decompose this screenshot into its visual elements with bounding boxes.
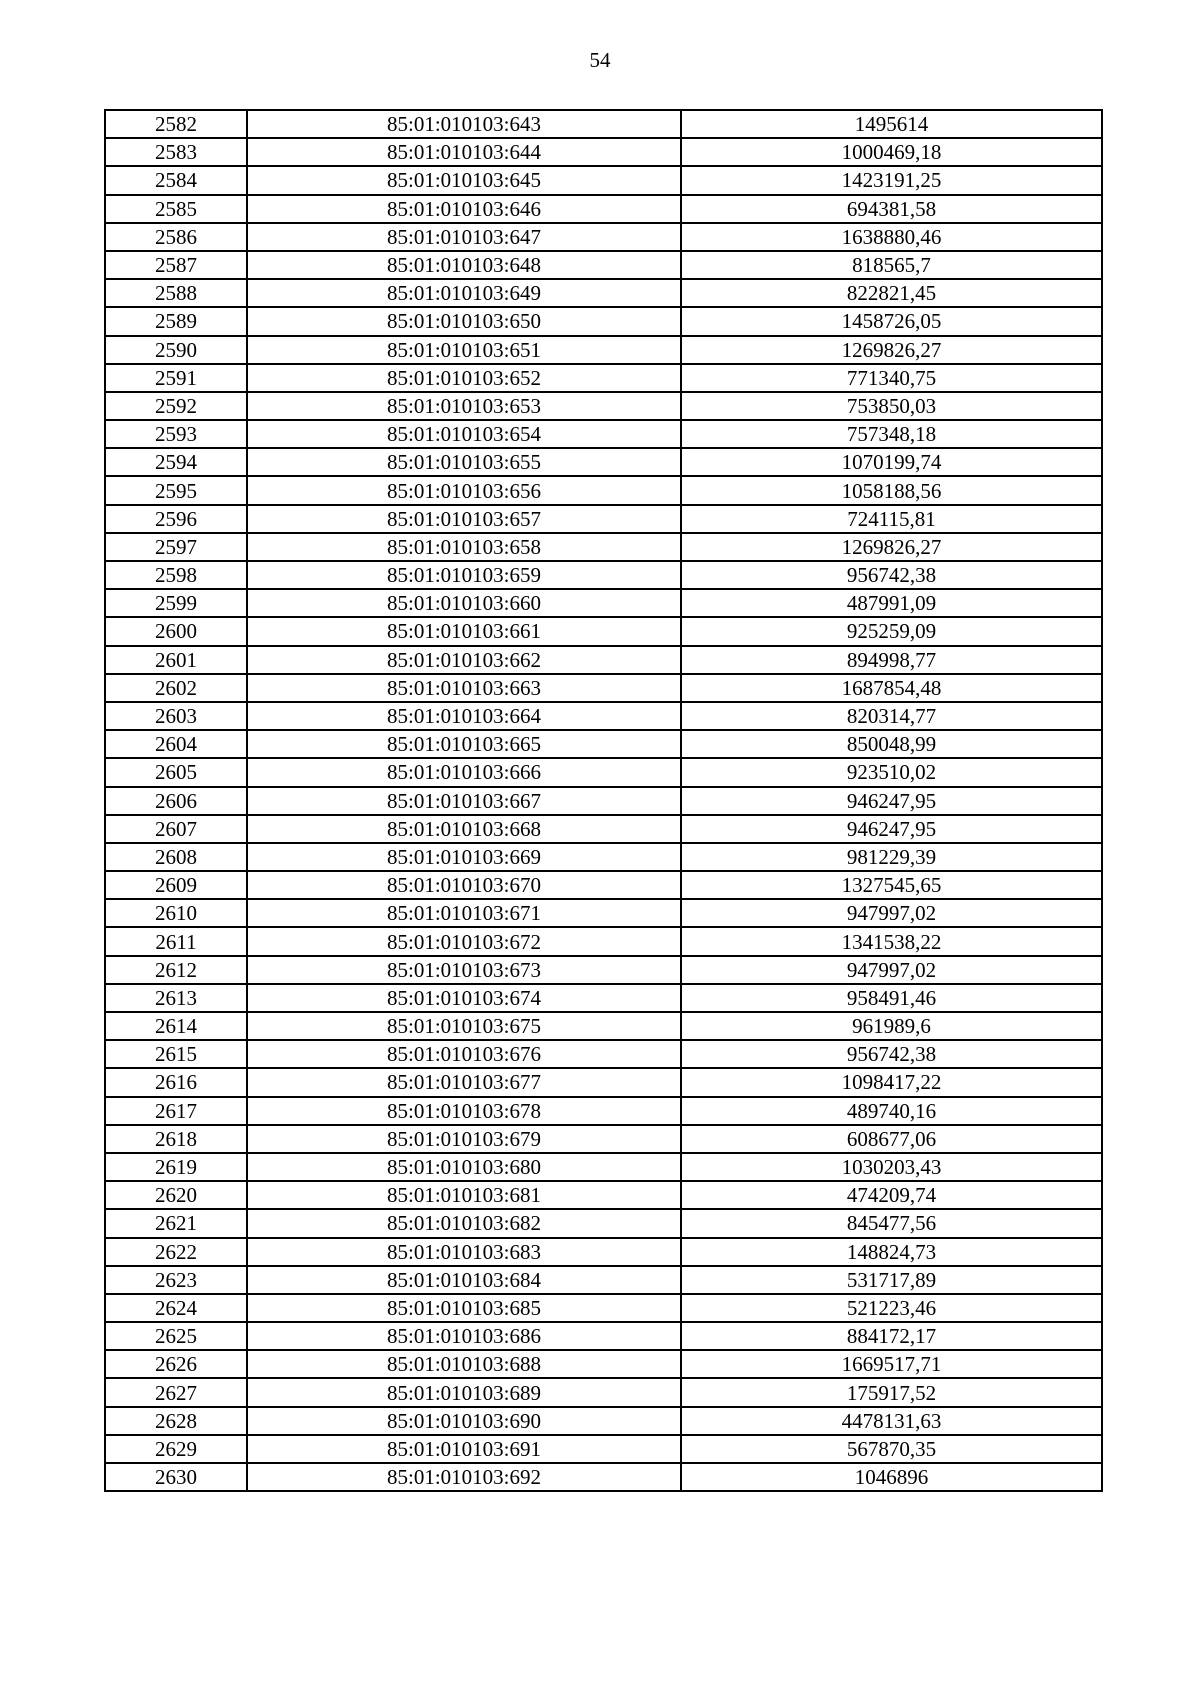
table-row xyxy=(105,1181,1102,1209)
row-number-cell: 2621 xyxy=(105,1209,247,1237)
table-row xyxy=(105,1209,1102,1237)
row-number-cell: 2592 xyxy=(105,392,247,420)
cadastral-value-cell: 1638880,46 xyxy=(681,223,1102,251)
row-number-cell: 2585 xyxy=(105,195,247,223)
cadastral-value-cell: 487991,09 xyxy=(681,589,1102,617)
cadastral-value-cell: 608677,06 xyxy=(681,1125,1102,1153)
table-row xyxy=(105,1097,1102,1125)
table-row xyxy=(105,730,1102,758)
cadastral-number-cell: 85:01:010103:659 xyxy=(247,561,681,589)
table-row xyxy=(105,138,1102,166)
row-number-cell: 2588 xyxy=(105,279,247,307)
table-row xyxy=(105,646,1102,674)
cadastral-number-cell: 85:01:010103:689 xyxy=(247,1378,681,1406)
table-row xyxy=(105,1012,1102,1040)
row-number-cell: 2606 xyxy=(105,787,247,815)
row-number-cell: 2605 xyxy=(105,758,247,786)
row-number-cell: 2623 xyxy=(105,1266,247,1294)
cadastral-number-cell: 85:01:010103:681 xyxy=(247,1181,681,1209)
table-row xyxy=(105,1463,1102,1491)
row-number-cell: 2627 xyxy=(105,1378,247,1406)
table-row xyxy=(105,364,1102,392)
cadastral-number-cell: 85:01:010103:685 xyxy=(247,1294,681,1322)
row-number-cell: 2587 xyxy=(105,251,247,279)
table-row xyxy=(105,1407,1102,1435)
row-number-cell: 2583 xyxy=(105,138,247,166)
row-number-cell: 2599 xyxy=(105,589,247,617)
table-row xyxy=(105,251,1102,279)
cadastral-value-cell: 894998,77 xyxy=(681,646,1102,674)
cadastral-value-cell: 1495614 xyxy=(681,110,1102,138)
row-number-cell: 2610 xyxy=(105,899,247,927)
cadastral-number-cell: 85:01:010103:690 xyxy=(247,1407,681,1435)
cadastral-value-cell: 925259,09 xyxy=(681,617,1102,645)
table-row xyxy=(105,448,1102,476)
table-row xyxy=(105,279,1102,307)
cadastral-value-cell: 1327545,65 xyxy=(681,871,1102,899)
row-number-cell: 2596 xyxy=(105,505,247,533)
row-number-cell: 2620 xyxy=(105,1181,247,1209)
table-row xyxy=(105,1125,1102,1153)
table-row xyxy=(105,1322,1102,1350)
row-number-cell: 2595 xyxy=(105,476,247,504)
row-number-cell: 2624 xyxy=(105,1294,247,1322)
cadastral-value-cell: 567870,35 xyxy=(681,1435,1102,1463)
table-row xyxy=(105,589,1102,617)
table-row xyxy=(105,476,1102,504)
row-number-cell: 2602 xyxy=(105,674,247,702)
row-number-cell: 2614 xyxy=(105,1012,247,1040)
table-row xyxy=(105,617,1102,645)
table-row xyxy=(105,787,1102,815)
cadastral-number-cell: 85:01:010103:652 xyxy=(247,364,681,392)
cadastral-number-cell: 85:01:010103:668 xyxy=(247,815,681,843)
table-body xyxy=(105,110,1102,1491)
page-number: 54 xyxy=(589,48,611,72)
row-number-cell: 2622 xyxy=(105,1238,247,1266)
cadastral-number-cell: 85:01:010103:656 xyxy=(247,476,681,504)
row-number-cell: 2616 xyxy=(105,1068,247,1096)
row-number-cell: 2603 xyxy=(105,702,247,730)
row-number-cell: 2619 xyxy=(105,1153,247,1181)
cadastral-number-cell: 85:01:010103:682 xyxy=(247,1209,681,1237)
cadastral-value-cell: 884172,17 xyxy=(681,1322,1102,1350)
cadastral-value-cell: 474209,74 xyxy=(681,1181,1102,1209)
cadastral-value-cell: 1000469,18 xyxy=(681,138,1102,166)
cadastral-value-cell: 822821,45 xyxy=(681,279,1102,307)
row-number-cell: 2625 xyxy=(105,1322,247,1350)
cadastral-number-cell: 85:01:010103:673 xyxy=(247,956,681,984)
row-number-cell: 2593 xyxy=(105,420,247,448)
row-number-cell: 2591 xyxy=(105,364,247,392)
cadastral-value-cell: 1030203,43 xyxy=(681,1153,1102,1181)
row-number-cell: 2598 xyxy=(105,561,247,589)
cadastral-number-cell: 85:01:010103:669 xyxy=(247,843,681,871)
cadastral-number-cell: 85:01:010103:686 xyxy=(247,1322,681,1350)
cadastral-value-cell: 981229,39 xyxy=(681,843,1102,871)
cadastral-value-cell: 923510,02 xyxy=(681,758,1102,786)
cadastral-number-cell: 85:01:010103:679 xyxy=(247,1125,681,1153)
cadastral-number-cell: 85:01:010103:691 xyxy=(247,1435,681,1463)
cadastral-value-cell: 1070199,74 xyxy=(681,448,1102,476)
cadastral-value-cell: 1269826,27 xyxy=(681,533,1102,561)
row-number-cell: 2618 xyxy=(105,1125,247,1153)
table-row xyxy=(105,843,1102,871)
cadastral-value-cell: 956742,38 xyxy=(681,1040,1102,1068)
table-row xyxy=(105,392,1102,420)
cadastral-value-cell: 850048,99 xyxy=(681,730,1102,758)
cadastral-number-cell: 85:01:010103:677 xyxy=(247,1068,681,1096)
row-number-cell: 2628 xyxy=(105,1407,247,1435)
cadastral-value-cell: 753850,03 xyxy=(681,392,1102,420)
cadastral-value-cell: 1341538,22 xyxy=(681,927,1102,955)
cadastral-value-cell: 724115,81 xyxy=(681,505,1102,533)
cadastral-number-cell: 85:01:010103:646 xyxy=(247,195,681,223)
row-number-cell: 2609 xyxy=(105,871,247,899)
table-row xyxy=(105,505,1102,533)
row-number-cell: 2597 xyxy=(105,533,247,561)
cadastral-number-cell: 85:01:010103:664 xyxy=(247,702,681,730)
row-number-cell: 2629 xyxy=(105,1435,247,1463)
table-row xyxy=(105,899,1102,927)
table-row xyxy=(105,561,1102,589)
row-number-cell: 2582 xyxy=(105,110,247,138)
cadastral-value-cell: 947997,02 xyxy=(681,956,1102,984)
row-number-cell: 2615 xyxy=(105,1040,247,1068)
cadastral-value-cell: 958491,46 xyxy=(681,984,1102,1012)
cadastral-value-cell: 946247,95 xyxy=(681,815,1102,843)
table-row xyxy=(105,1294,1102,1322)
cadastral-number-cell: 85:01:010103:678 xyxy=(247,1097,681,1125)
cadastral-number-cell: 85:01:010103:667 xyxy=(247,787,681,815)
cadastral-value-cell: 771340,75 xyxy=(681,364,1102,392)
cadastral-number-cell: 85:01:010103:650 xyxy=(247,307,681,335)
cadastral-value-cell: 961989,6 xyxy=(681,1012,1102,1040)
cadastral-value-cell: 175917,52 xyxy=(681,1378,1102,1406)
cadastral-value-cell: 947997,02 xyxy=(681,899,1102,927)
cadastral-value-cell: 1058188,56 xyxy=(681,476,1102,504)
cadastral-number-cell: 85:01:010103:676 xyxy=(247,1040,681,1068)
cadastral-number-cell: 85:01:010103:644 xyxy=(247,138,681,166)
table-row xyxy=(105,927,1102,955)
cadastral-value-cell: 1687854,48 xyxy=(681,674,1102,702)
cadastral-number-cell: 85:01:010103:680 xyxy=(247,1153,681,1181)
cadastral-number-cell: 85:01:010103:654 xyxy=(247,420,681,448)
row-number-cell: 2626 xyxy=(105,1350,247,1378)
cadastral-number-cell: 85:01:010103:647 xyxy=(247,223,681,251)
row-number-cell: 2586 xyxy=(105,223,247,251)
cadastral-number-cell: 85:01:010103:663 xyxy=(247,674,681,702)
cadastral-value-cell: 1669517,71 xyxy=(681,1350,1102,1378)
cadastral-value-cell: 818565,7 xyxy=(681,251,1102,279)
row-number-cell: 2589 xyxy=(105,307,247,335)
cadastral-value-cell: 694381,58 xyxy=(681,195,1102,223)
table-row xyxy=(105,195,1102,223)
cadastral-number-cell: 85:01:010103:672 xyxy=(247,927,681,955)
cadastral-number-cell: 85:01:010103:665 xyxy=(247,730,681,758)
cadastral-number-cell: 85:01:010103:684 xyxy=(247,1266,681,1294)
cadastral-number-cell: 85:01:010103:660 xyxy=(247,589,681,617)
table-row xyxy=(105,1378,1102,1406)
row-number-cell: 2613 xyxy=(105,984,247,1012)
cadastral-value-cell: 956742,38 xyxy=(681,561,1102,589)
cadastral-value-cell: 521223,46 xyxy=(681,1294,1102,1322)
cadastral-number-cell: 85:01:010103:649 xyxy=(247,279,681,307)
table-row xyxy=(105,166,1102,194)
cadastral-number-cell: 85:01:010103:661 xyxy=(247,617,681,645)
cadastral-number-cell: 85:01:010103:671 xyxy=(247,899,681,927)
cadastral-value-cell: 1269826,27 xyxy=(681,336,1102,364)
table-row xyxy=(105,758,1102,786)
cadastral-value-cell: 1458726,05 xyxy=(681,307,1102,335)
row-number-cell: 2590 xyxy=(105,336,247,364)
table-row xyxy=(105,1068,1102,1096)
cadastral-value-cell: 489740,16 xyxy=(681,1097,1102,1125)
cadastral-number-cell: 85:01:010103:643 xyxy=(247,110,681,138)
cadastral-value-cell: 1046896 xyxy=(681,1463,1102,1491)
row-number-cell: 2607 xyxy=(105,815,247,843)
table-row xyxy=(105,336,1102,364)
cadastral-value-cell: 1423191,25 xyxy=(681,166,1102,194)
cadastral-number-cell: 85:01:010103:683 xyxy=(247,1238,681,1266)
cadastral-number-cell: 85:01:010103:674 xyxy=(247,984,681,1012)
cadastral-number-cell: 85:01:010103:662 xyxy=(247,646,681,674)
cadastral-value-cell: 845477,56 xyxy=(681,1209,1102,1237)
cadastral-value-cell: 1098417,22 xyxy=(681,1068,1102,1096)
table-row xyxy=(105,1238,1102,1266)
cadastral-number-cell: 85:01:010103:666 xyxy=(247,758,681,786)
table-row xyxy=(105,110,1102,138)
row-number-cell: 2604 xyxy=(105,730,247,758)
cadastral-number-cell: 85:01:010103:692 xyxy=(247,1463,681,1491)
cadastral-number-cell: 85:01:010103:670 xyxy=(247,871,681,899)
cadastral-number-cell: 85:01:010103:675 xyxy=(247,1012,681,1040)
cadastral-value-cell: 946247,95 xyxy=(681,787,1102,815)
table-row xyxy=(105,674,1102,702)
cadastral-number-cell: 85:01:010103:688 xyxy=(247,1350,681,1378)
table-row xyxy=(105,1435,1102,1463)
table-row xyxy=(105,1040,1102,1068)
table-row xyxy=(105,702,1102,730)
row-number-cell: 2600 xyxy=(105,617,247,645)
row-number-cell: 2630 xyxy=(105,1463,247,1491)
table-row xyxy=(105,815,1102,843)
table-row xyxy=(105,533,1102,561)
cadastral-value-cell: 4478131,63 xyxy=(681,1407,1102,1435)
cadastral-value-table xyxy=(104,109,1103,1492)
cadastral-number-cell: 85:01:010103:648 xyxy=(247,251,681,279)
cadastral-number-cell: 85:01:010103:658 xyxy=(247,533,681,561)
cadastral-value-cell: 148824,73 xyxy=(681,1238,1102,1266)
cadastral-value-cell: 757348,18 xyxy=(681,420,1102,448)
table-row xyxy=(105,871,1102,899)
table-row xyxy=(105,223,1102,251)
table-row xyxy=(105,307,1102,335)
row-number-cell: 2612 xyxy=(105,956,247,984)
row-number-cell: 2611 xyxy=(105,927,247,955)
table-row xyxy=(105,956,1102,984)
table-row xyxy=(105,1350,1102,1378)
cadastral-value-cell: 820314,77 xyxy=(681,702,1102,730)
row-number-cell: 2594 xyxy=(105,448,247,476)
table-row xyxy=(105,984,1102,1012)
row-number-cell: 2584 xyxy=(105,166,247,194)
table-row xyxy=(105,1153,1102,1181)
row-number-cell: 2617 xyxy=(105,1097,247,1125)
row-number-cell: 2608 xyxy=(105,843,247,871)
cadastral-number-cell: 85:01:010103:651 xyxy=(247,336,681,364)
cadastral-number-cell: 85:01:010103:657 xyxy=(247,505,681,533)
cadastral-number-cell: 85:01:010103:645 xyxy=(247,166,681,194)
cadastral-number-cell: 85:01:010103:655 xyxy=(247,448,681,476)
table-row xyxy=(105,420,1102,448)
row-number-cell: 2601 xyxy=(105,646,247,674)
cadastral-value-cell: 531717,89 xyxy=(681,1266,1102,1294)
table-row xyxy=(105,1266,1102,1294)
cadastral-number-cell: 85:01:010103:653 xyxy=(247,392,681,420)
